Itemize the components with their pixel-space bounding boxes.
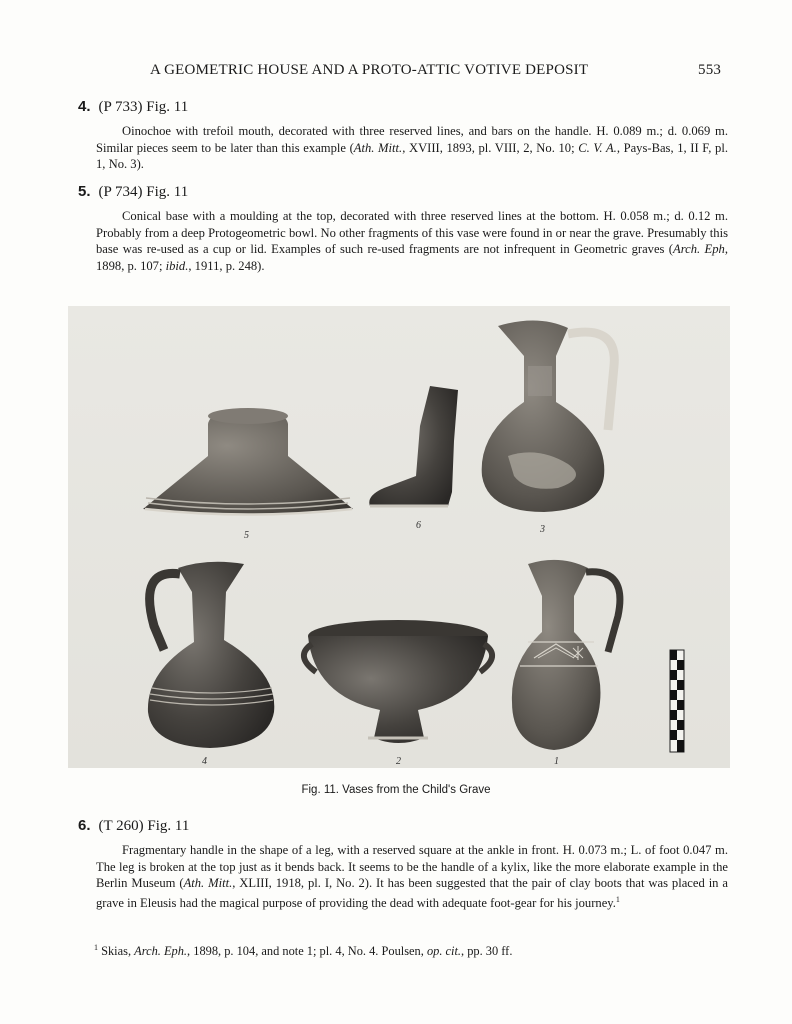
- citation: Arch. Eph.: [134, 944, 188, 959]
- footnote: [94, 940, 734, 959]
- citation: ibid.: [165, 258, 189, 273]
- entry-reference: (T 260) Fig. 11: [98, 818, 190, 834]
- entry-heading-4: [78, 98, 188, 116]
- entry-text: , XVIII, 1893, pl. VIII, 2, No. 10;: [402, 140, 579, 155]
- entry-text: , XLIII, 1918, pl. I, No. 2). It has been suggested that the pair of clay boots that was placed in a grave in Eleusis had the magical purpose of providing the dead with adequate foot-gear for his journey.: [96, 876, 728, 910]
- entry-reference: (P 733) Fig. 11: [98, 99, 189, 115]
- entry-heading-6: [78, 817, 189, 835]
- object-label: 2: [396, 756, 401, 767]
- entry-text: , 1911, p. 248).: [188, 258, 265, 273]
- citation: C. V. A.: [578, 140, 617, 155]
- page-number: 553: [698, 62, 722, 78]
- entry-number: 5.: [78, 183, 91, 200]
- object-label: 6: [416, 520, 421, 531]
- entry-body-6: [96, 842, 728, 912]
- figure-caption: Fig. 11. Vases from the Child's Grave: [301, 784, 491, 796]
- entry-text: , 1898, p. 107;: [96, 242, 728, 273]
- citation: Ath. Mitt.: [183, 876, 233, 891]
- object-label: 5: [244, 530, 249, 541]
- footnote-mark: 1: [94, 943, 98, 952]
- entry-heading-5: [78, 183, 188, 201]
- citation: op. cit.: [426, 944, 462, 959]
- entry-body-5: [96, 208, 728, 274]
- citation: Ath. Mitt.: [353, 140, 403, 155]
- entry-number: 4.: [78, 98, 91, 115]
- figure-plate: [68, 306, 730, 768]
- entry-text: Conical base with a moulding at the top, decorated with three reserved lines at the bottom. H. 0.058 m.; d. 0.12 m. Probably from a deep Protogeometric bowl. No other fragments of this vase were found in or near the grave. Presumably this base was re-used as a cup or lid. Examples of such re-used fragments are not infrequent in Geometric graves (: [96, 209, 728, 257]
- object-label: 4: [202, 756, 207, 767]
- entry-text: Fragmentary handle in the shape of a leg, with a reserved square at the ankle in front. H. 0.073 m.; L. of foot 0.047 m. The leg is broken at the top just as it bends back. It seems to be the handle of a kylix, like the more elaborate example in the Berlin Museum (: [96, 843, 728, 891]
- entry-text: , Pays-Bas, 1, II F, pl. 1, No. 3).: [96, 140, 729, 172]
- object-label: 1: [554, 756, 559, 767]
- footnote-text: , pp. 30 ff.: [461, 944, 513, 959]
- object-label: 3: [540, 524, 545, 535]
- entry-body-4: [96, 123, 728, 173]
- entry-text: Oinochoe with trefoil mouth, decorated with three reserved lines, and bars on the handle. H. 0.089 m.; d. 0.069 m. Similar pieces seem to be later than this example (: [96, 124, 728, 155]
- entry-number: 6.: [78, 817, 91, 834]
- scale-bar: [670, 650, 684, 752]
- footnote-text: , 1898, p. 104, and note 1; pl. 4, No. 4. Poulsen,: [187, 944, 427, 959]
- citation: Arch. Eph: [673, 242, 725, 257]
- footnote-reference[interactable]: 1: [615, 894, 620, 904]
- footnote-text: Skias,: [98, 944, 135, 959]
- running-head-title: A GEOMETRIC HOUSE AND A PROTO-ATTIC VOTIVE DEPOSIT: [150, 62, 589, 78]
- entry-reference: (P 734) Fig. 11: [98, 184, 189, 200]
